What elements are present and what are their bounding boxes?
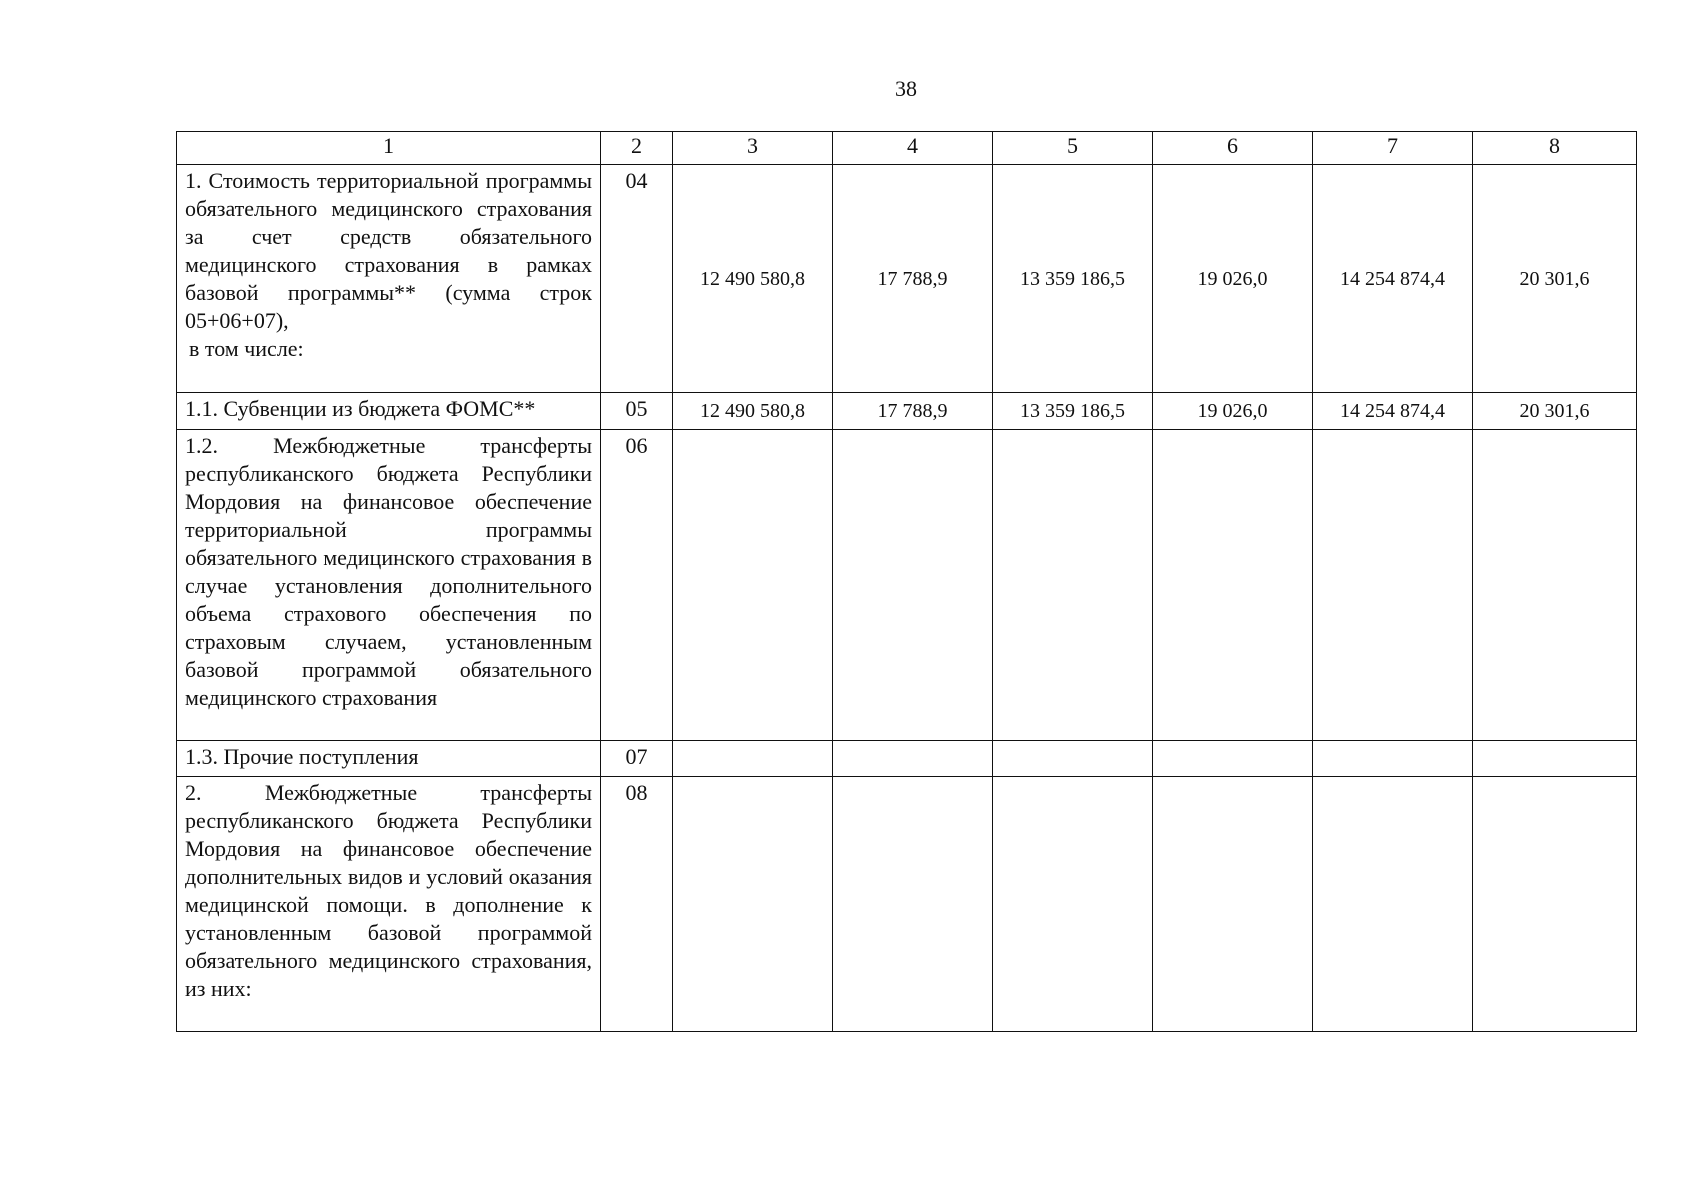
- row-description: 1. Стоимость территориальной программы обязательного медицинского страхования за счет средств обязательного медицинского страхования в рамках базовой программы** (сумма строк 05+06+07),: [185, 168, 592, 333]
- row-description-suffix: в том числе:: [189, 336, 304, 361]
- table-row-07: [177, 741, 1637, 777]
- column-number-cell: 6: [1153, 132, 1313, 165]
- value-cell: [1473, 741, 1637, 777]
- row-description-cell: [177, 165, 601, 393]
- table-row-05: [177, 393, 1637, 430]
- value-cell: [673, 741, 833, 777]
- value-cell: 14 254 874,4: [1313, 393, 1473, 430]
- value-cell: [1313, 741, 1473, 777]
- column-number-cell: 5: [993, 132, 1153, 165]
- column-number-row: [177, 132, 1637, 165]
- table-row-06: [177, 430, 1637, 741]
- column-number-cell: 3: [673, 132, 833, 165]
- value-cell: 17 788,9: [833, 165, 993, 393]
- value-cell: [993, 741, 1153, 777]
- row-code: 08: [601, 777, 673, 1032]
- value-cell: 17 788,9: [833, 393, 993, 430]
- table-row-08: [177, 777, 1637, 1032]
- row-code: 07: [601, 741, 673, 777]
- value-cell: [1473, 430, 1637, 741]
- row-code: 06: [601, 430, 673, 741]
- page-number: 38: [895, 76, 917, 101]
- value-cell: 20 301,6: [1473, 393, 1637, 430]
- value-cell: 12 490 580,8: [673, 165, 833, 393]
- value-cell: [1473, 777, 1637, 1032]
- value-cell: [1153, 430, 1313, 741]
- value-cell: 13 359 186,5: [993, 165, 1153, 393]
- column-number-cell: 4: [833, 132, 993, 165]
- value-cell: [993, 777, 1153, 1032]
- column-number-cell: 8: [1473, 132, 1637, 165]
- value-cell: 13 359 186,5: [993, 393, 1153, 430]
- value-cell: [833, 741, 993, 777]
- value-cell: 12 490 580,8: [673, 393, 833, 430]
- row-description: 1.3. Прочие поступления: [177, 741, 601, 777]
- value-cell: [1313, 430, 1473, 741]
- value-cell: 14 254 874,4: [1313, 165, 1473, 393]
- row-description: 2. Межбюджетные трансферты республиканского бюджета Республики Мордовия на финансовое обеспечение дополнительных видов и условий оказания медицинской помощи. в дополнение к установленным базовой программой обязательного медицинского страхования, из них:: [177, 777, 601, 1032]
- value-cell: [1153, 777, 1313, 1032]
- row-code: 05: [601, 393, 673, 430]
- column-number-cell: 1: [177, 132, 601, 165]
- value-cell: [833, 430, 993, 741]
- value-cell: [1153, 741, 1313, 777]
- value-cell: [993, 430, 1153, 741]
- table-row-04: [177, 165, 1637, 393]
- value-cell: [673, 777, 833, 1032]
- value-cell: [833, 777, 993, 1032]
- row-code: 04: [601, 165, 673, 393]
- column-number-cell: 7: [1313, 132, 1473, 165]
- value-cell: [673, 430, 833, 741]
- financing-table: [176, 131, 1637, 1032]
- value-cell: 19 026,0: [1153, 165, 1313, 393]
- row-description: 1.1. Субвенции из бюджета ФОМС**: [177, 393, 601, 430]
- row-description: 1.2. Межбюджетные трансферты республиканского бюджета Республики Мордовия на финансовое обеспечение территориальной программы обязательного медицинского страхования в случае установления дополнительного объема страхового обеспечения по страховым случаем, установленным базовой программой обязательного медицинского страхования: [177, 430, 601, 741]
- value-cell: [1313, 777, 1473, 1032]
- column-number-cell: 2: [601, 132, 673, 165]
- value-cell: 20 301,6: [1473, 165, 1637, 393]
- value-cell: 19 026,0: [1153, 393, 1313, 430]
